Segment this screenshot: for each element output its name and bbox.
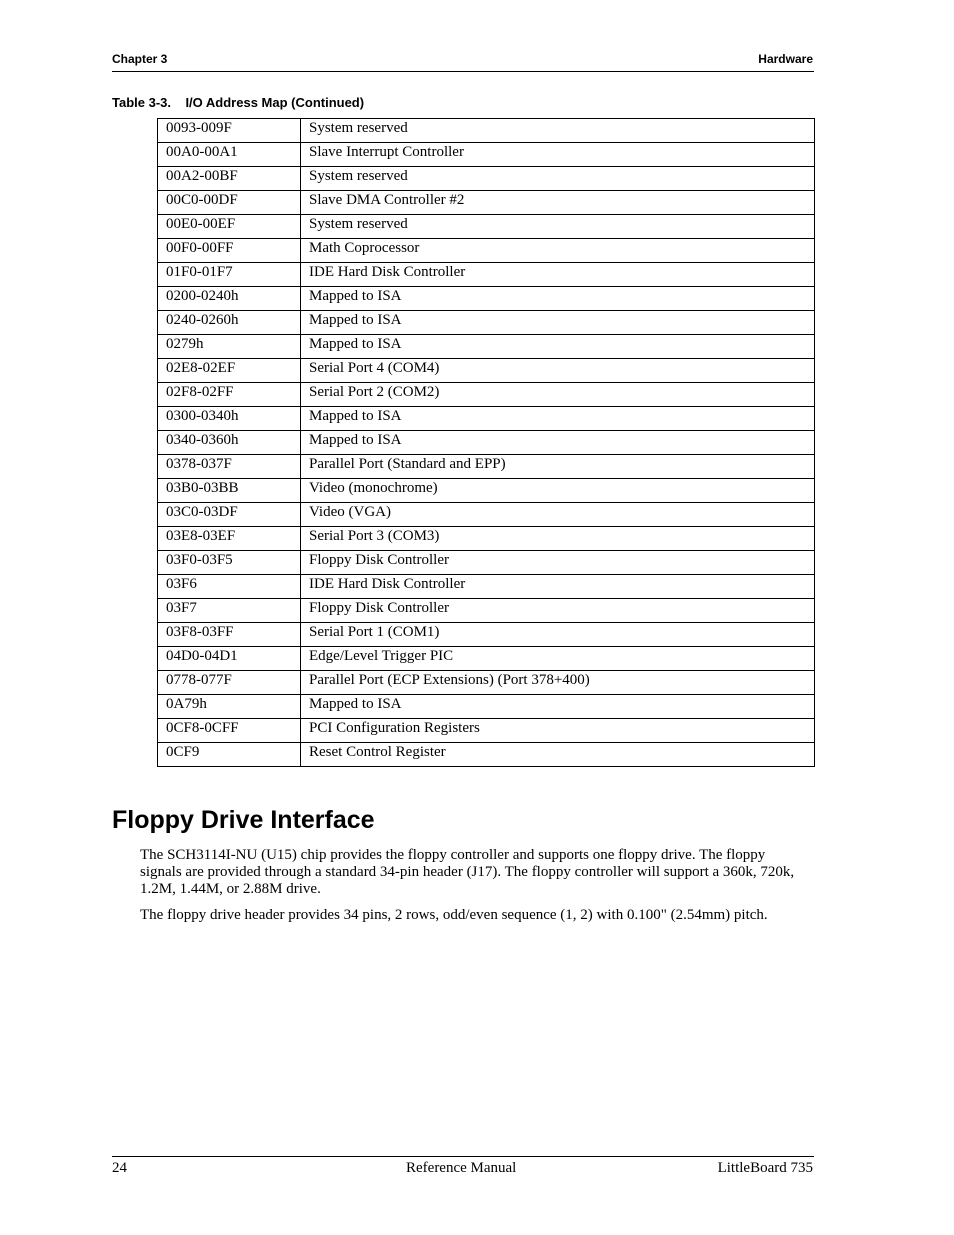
function-cell: Parallel Port (ECP Extensions) (Port 378+400) [301,671,815,695]
table-row [158,695,815,719]
table-row [158,647,815,671]
address-range-cell: 03F0-03F5 [158,551,301,575]
table-row [158,407,815,431]
footer-product-name: LittleBoard 735 [717,1160,813,1176]
function-cell: Slave Interrupt Controller [301,143,815,167]
address-range-cell: 03F6 [158,575,301,599]
table-row [158,719,815,743]
table-row [158,431,815,455]
address-range-cell: 03E8-03EF [158,527,301,551]
function-cell: IDE Hard Disk Controller [301,263,815,287]
function-cell: Video (monochrome) [301,479,815,503]
function-cell: Serial Port 4 (COM4) [301,359,815,383]
address-range-cell: 0200-0240h [158,287,301,311]
address-range-cell: 00A0-00A1 [158,143,301,167]
address-range-cell: 02F8-02FF [158,383,301,407]
function-cell: Serial Port 3 (COM3) [301,527,815,551]
header-rule [112,71,814,72]
section-paragraph: The floppy drive header provides 34 pins, 2 rows, odd/even sequence (1, 2) with 0.100" (2.54mm) pitch. [140,907,768,923]
section-paragraph: The SCH3114I-NU (U15) chip provides the floppy controller and supports one floppy drive. The floppy signals are provided through a standard 34-pin header (J17). The floppy controller will support a 360k, 720k, 1.2M, 1.44M, or 2.88M drive. [140,847,795,897]
address-range-cell: 04D0-04D1 [158,647,301,671]
address-range-cell: 0279h [158,335,301,359]
address-range-cell: 0300-0340h [158,407,301,431]
function-cell: Video (VGA) [301,503,815,527]
function-cell: Mapped to ISA [301,431,815,455]
address-range-cell: 03F7 [158,599,301,623]
function-cell: Parallel Port (Standard and EPP) [301,455,815,479]
address-range-cell: 03F8-03FF [158,623,301,647]
address-range-cell: 00E0-00EF [158,215,301,239]
table-row [158,359,815,383]
table-row [158,671,815,695]
table-row [158,623,815,647]
function-cell: Floppy Disk Controller [301,551,815,575]
table-row [158,503,815,527]
function-cell: PCI Configuration Registers [301,719,815,743]
address-range-cell: 0CF9 [158,743,301,767]
table-caption: Table 3-3. I/O Address Map (Continued) [112,95,365,110]
address-range-cell: 0240-0260h [158,311,301,335]
function-cell: Mapped to ISA [301,407,815,431]
table-row [158,143,815,167]
function-cell: Mapped to ISA [301,695,815,719]
table-row [158,119,815,143]
table-row [158,479,815,503]
address-range-cell: 0A79h [158,695,301,719]
io-address-map-table [157,118,815,767]
function-cell: Mapped to ISA [301,287,815,311]
table-row [158,335,815,359]
address-range-cell: 01F0-01F7 [158,263,301,287]
table-row [158,287,815,311]
address-range-cell: 03C0-03DF [158,503,301,527]
footer-page-number: 24 [112,1160,127,1176]
function-cell: Reset Control Register [301,743,815,767]
function-cell: Serial Port 2 (COM2) [301,383,815,407]
table-row [158,743,815,767]
address-range-cell: 00A2-00BF [158,167,301,191]
running-header-section: Hardware [758,52,813,66]
table-row [158,383,815,407]
function-cell: System reserved [301,167,815,191]
table-row [158,527,815,551]
address-range-cell: 0CF8-0CFF [158,719,301,743]
table-row [158,455,815,479]
function-cell: System reserved [301,119,815,143]
address-range-cell: 02E8-02EF [158,359,301,383]
table-row [158,215,815,239]
table-row [158,599,815,623]
function-cell: Serial Port 1 (COM1) [301,623,815,647]
address-range-cell: 00C0-00DF [158,191,301,215]
address-range-cell: 0778-077F [158,671,301,695]
function-cell: Edge/Level Trigger PIC [301,647,815,671]
function-cell: Slave DMA Controller #2 [301,191,815,215]
table-row [158,239,815,263]
address-range-cell: 0378-037F [158,455,301,479]
address-range-cell: 03B0-03BB [158,479,301,503]
running-header-chapter: Chapter 3 [112,52,168,66]
function-cell: Math Coprocessor [301,239,815,263]
footer-rule [112,1156,814,1157]
address-range-cell: 0340-0360h [158,431,301,455]
table-row [158,311,815,335]
function-cell: Floppy Disk Controller [301,599,815,623]
table-row [158,551,815,575]
address-range-cell: 00F0-00FF [158,239,301,263]
table-row [158,167,815,191]
function-cell: System reserved [301,215,815,239]
table-row [158,575,815,599]
function-cell: Mapped to ISA [301,335,815,359]
section-title: Floppy Drive Interface [112,806,375,834]
footer-document-title: Reference Manual [406,1160,517,1176]
function-cell: Mapped to ISA [301,311,815,335]
table-row [158,191,815,215]
table-row [158,263,815,287]
address-range-cell: 0093-009F [158,119,301,143]
function-cell: IDE Hard Disk Controller [301,575,815,599]
